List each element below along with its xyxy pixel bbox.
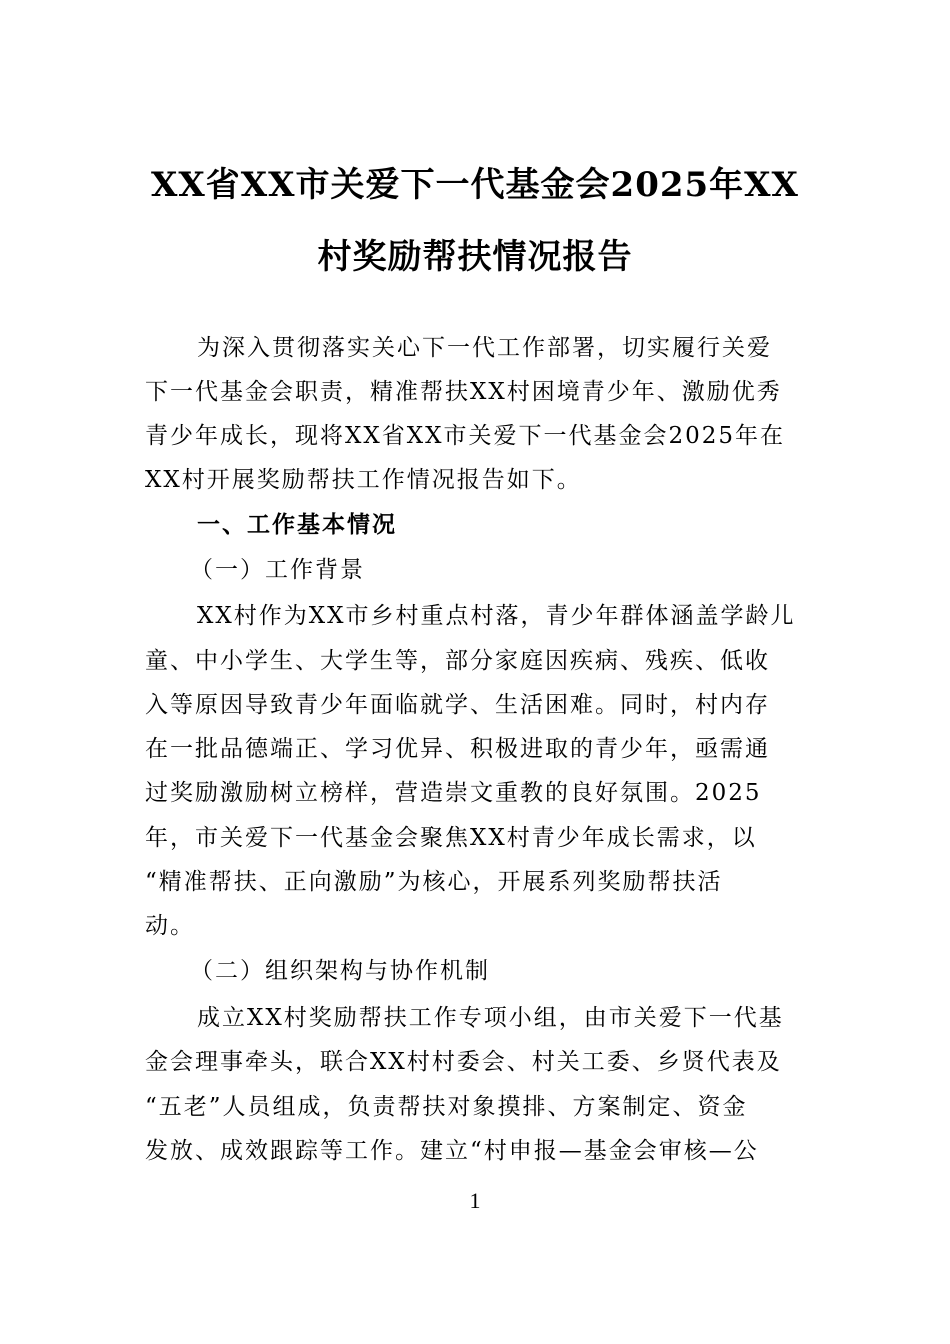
- subsection-heading: （二）组织架构与协作机制: [190, 958, 490, 984]
- intro-line: XX村开展奖励帮扶工作情况报告如下。: [145, 467, 582, 493]
- background-line: 入等原因导致青少年面临就学、生活困难。同时，村内存: [145, 692, 770, 718]
- background-line: 动。: [145, 913, 195, 939]
- section-heading: 一、工作基本情况: [197, 512, 397, 538]
- intro-line: 青少年成长，现将XX省XX市关爱下一代基金会2025年在: [145, 423, 786, 449]
- organization-line: 发放、成效跟踪等工作。建立“村申报—基金会审核—公: [145, 1138, 759, 1164]
- background-line: 年，市关爱下一代基金会聚焦XX村青少年成长需求，以: [145, 825, 757, 851]
- page-number: 1: [469, 1188, 481, 1213]
- background-line: 在一批品德端正、学习优异、积极进取的青少年，亟需通: [145, 736, 770, 762]
- subsection-heading: （一）工作背景: [190, 557, 365, 583]
- organization-line: “五老”人员组成，负责帮扶对象摸排、方案制定、资金: [145, 1094, 748, 1120]
- background-line: 过奖励激励树立榜样，营造崇文重教的良好氛围。2025: [145, 780, 762, 806]
- report-title-line-2: 村奖励帮扶情况报告: [317, 237, 633, 277]
- background-line: XX村作为XX市乡村重点村落，青少年群体涵盖学龄儿: [197, 603, 796, 629]
- organization-line: 成立XX村奖励帮扶工作专项小组，由市关爱下一代基: [197, 1005, 784, 1031]
- intro-line: 为深入贯彻落实关心下一代工作部署，切实履行关爱: [197, 335, 772, 361]
- intro-line: 下一代基金会职责，精准帮扶XX村困境青少年、激励优秀: [145, 379, 782, 405]
- organization-line: 金会理事牵头，联合XX村村委会、村关工委、乡贤代表及: [145, 1049, 782, 1075]
- report-title-line-1: XX省XX市关爱下一代基金会2025年XX: [151, 165, 799, 205]
- background-line: “精准帮扶、正向激励”为核心，开展系列奖励帮扶活: [145, 869, 723, 895]
- background-line: 童、中小学生、大学生等，部分家庭因疾病、残疾、低收: [145, 648, 770, 674]
